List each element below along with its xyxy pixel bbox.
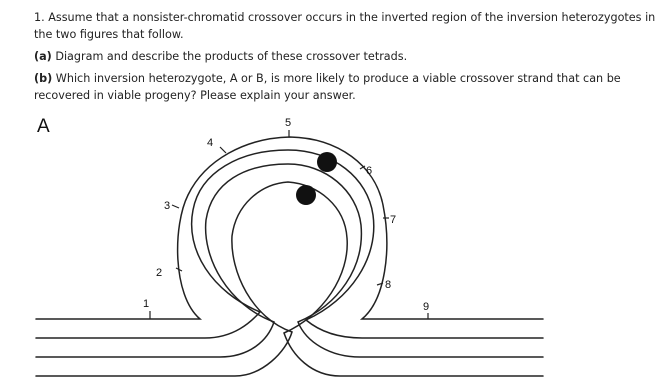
locus-number-3: 3: [164, 200, 171, 212]
locus-number-2: 2: [156, 267, 163, 279]
figure-label: A: [37, 116, 50, 137]
locus-number-8: 8: [385, 279, 392, 291]
chromatid-strand-2: [36, 150, 543, 338]
chromatid-strand-inner: [36, 182, 543, 376]
locus-tick: [220, 147, 226, 153]
locus-number-7: 7: [390, 214, 397, 226]
locus-number-5: 5: [285, 117, 292, 129]
chromatid-strand-3: [36, 164, 543, 357]
centromere-marker: [317, 152, 337, 172]
part-a-tag: (a): [34, 50, 52, 63]
locus-number-1: 1: [143, 298, 150, 310]
locus-number-4: 4: [207, 137, 214, 149]
part-b-text: Which inversion heterozygote, A or B, is more likely to produce a viable crossover strand that can be recovered in viable progeny? Please explain your answer.: [34, 72, 621, 102]
part-a-text: Diagram and describe the products of these crossover tetrads.: [51, 50, 408, 63]
question-intro: 1. Assume that a nonsister-chromatid crossover occurs in the inverted region of the inversion heterozygotes in the two figures that follow.: [34, 11, 656, 41]
part-b-tag: (b): [34, 72, 53, 85]
locus-number-6: 6: [366, 165, 373, 177]
centromere-marker: [296, 185, 316, 205]
locus-tick: [172, 205, 179, 208]
locus-number-9: 9: [423, 301, 430, 313]
